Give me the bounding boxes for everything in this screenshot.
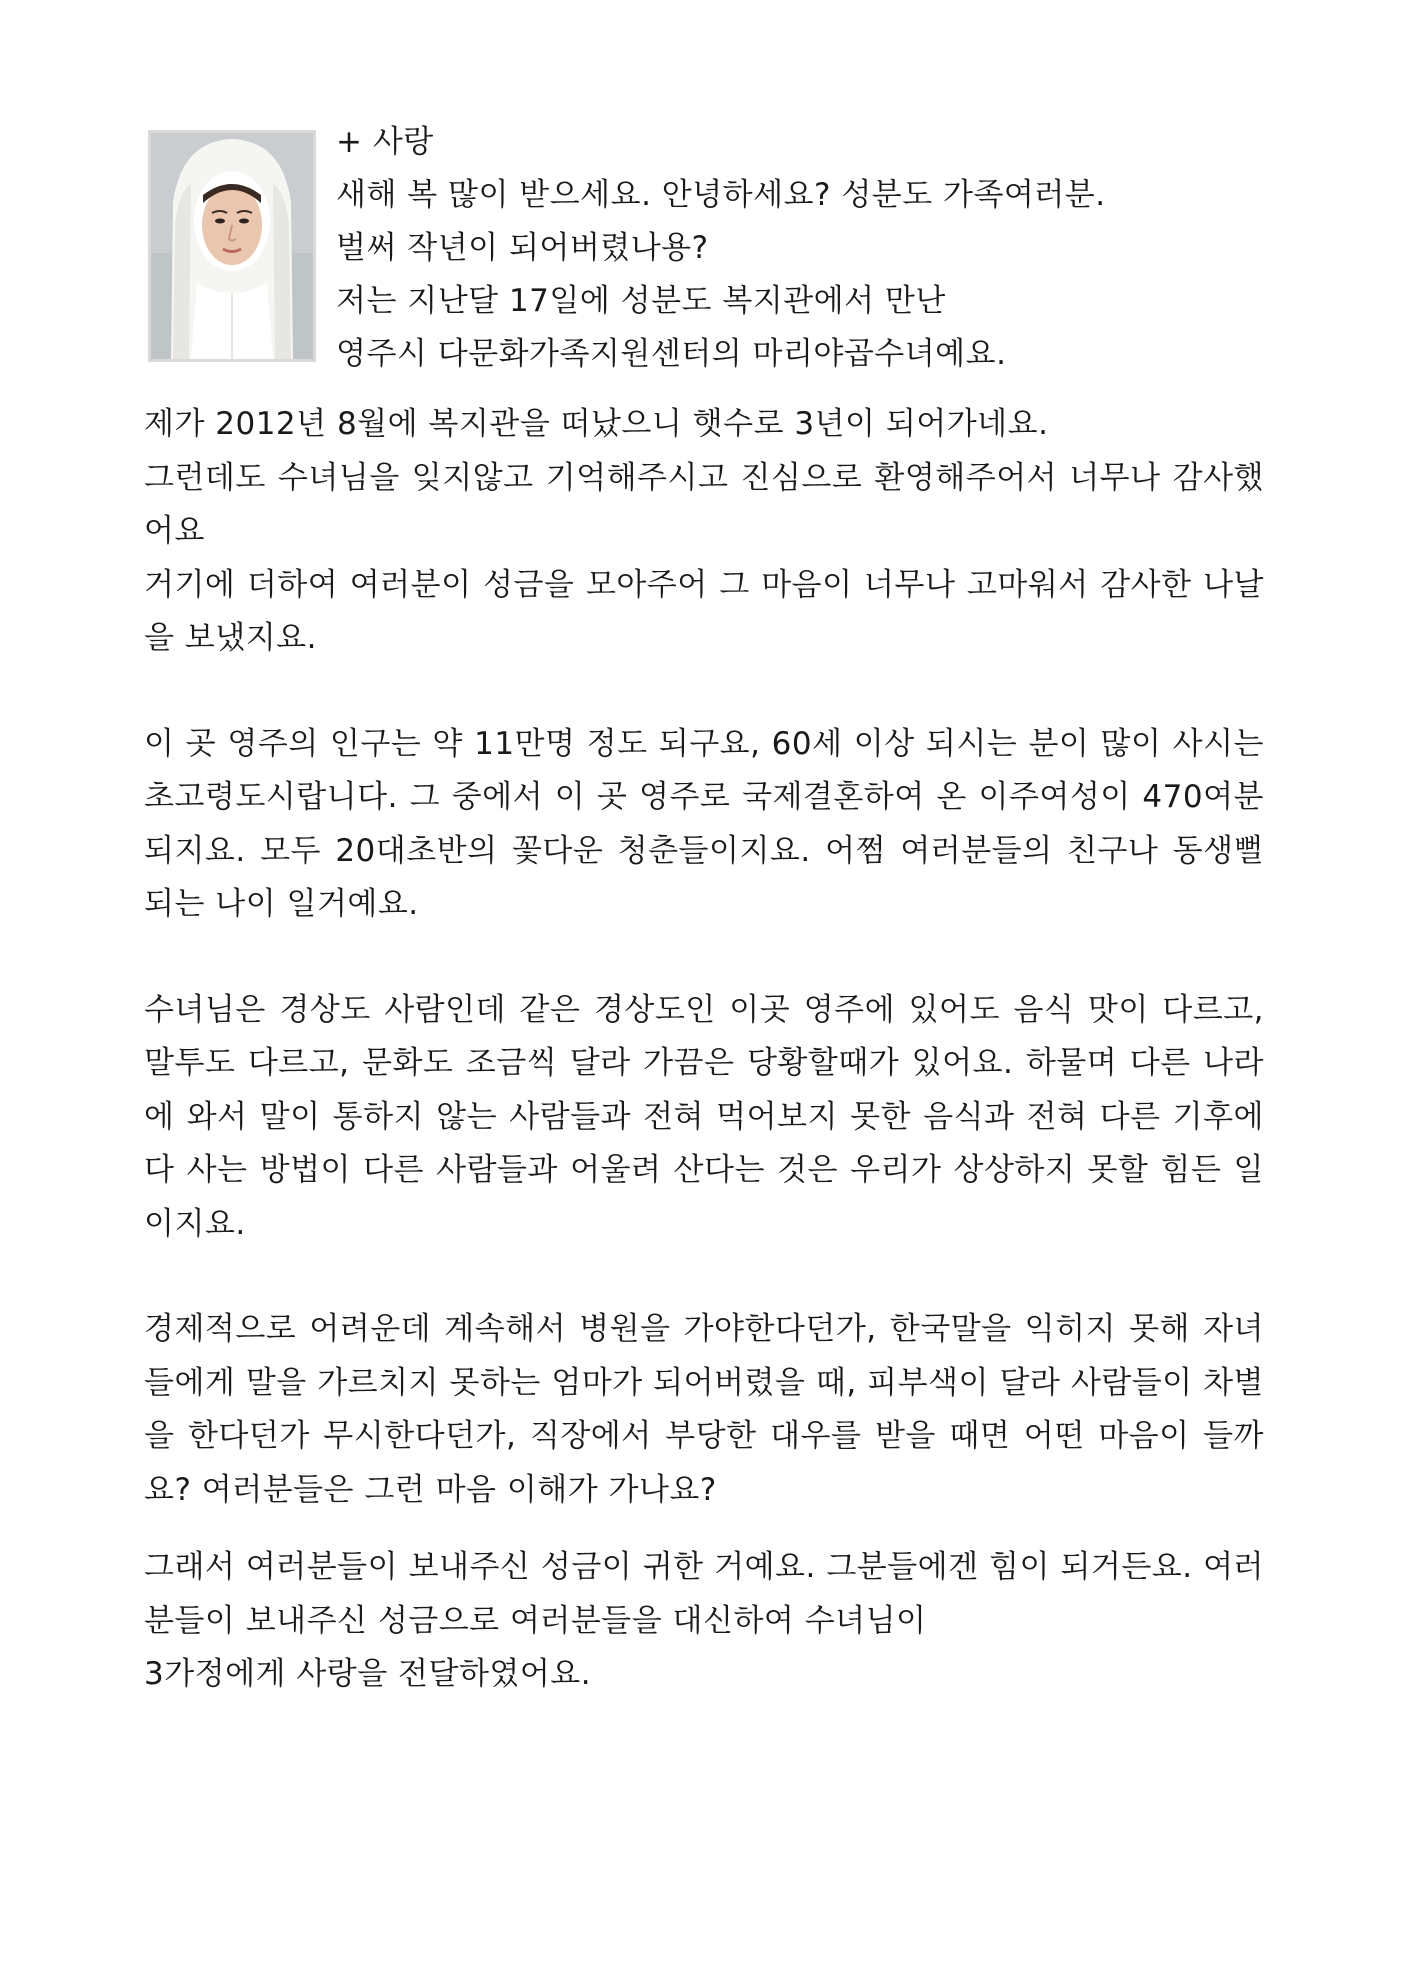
letter-body: [144, 398, 1264, 1702]
greeting-line-met: 저는 지난달 17일에 성분도 복지관에서 만난: [336, 283, 946, 319]
greeting-line-new-year: 새해 복 많이 받으세요. 안녕하세요? 성분도 가족여러분.: [336, 177, 1106, 213]
greeting-block: [336, 116, 1296, 381]
paragraph-thanks-remembering: 그런데도 수녀님을 잊지않고 기억해주시고 진심으로 환영해주어서 너무나 감사했어요: [144, 459, 1264, 549]
paragraph-difficulties: 경제적으로 어려운데 계속해서 병원을 가야한다던가, 한국말을 익히지 못해 자녀들에게 말을 가르치지 못하는 엄마가 되어버렸을 때, 피부색이 달라 사람들이 차별을 한다던가 무시한다던가, 직장에서 부당한 대우를 받을 때면 어떤 마음이 들까요? 여러분들은 그런 마음 이해가 가나요?: [144, 1311, 1264, 1508]
paragraph-thanks-donation: 거기에 더하여 여러분이 성금을 모아주어 그 마음이 너무나 고마워서 감사한 나날을 보냈지요.: [144, 566, 1264, 656]
greeting-line-love: + 사랑: [336, 124, 434, 160]
greeting-line-last-year: 벌써 작년이 되어버렸나용?: [336, 230, 709, 266]
paragraph-cultural-differences: 수녀님은 경상도 사람인데 같은 경상도인 이곳 영주에 있어도 음식 맛이 다르고, 말투도 다르고, 문화도 조금씩 달라 가끔은 당황할때가 있어요. 하물며 다른 나라에 와서 말이 통하지 않는 사람들과 전혀 먹어보지 못한 음식과 전혀 다른 기후에다 사는 방법이 다른 사람들과 어울려 산다는 것은 우리가 상상하지 못할 힘든 일이지요.: [144, 991, 1264, 1242]
nun-portrait-image: [151, 133, 313, 359]
nun-portrait-photo: [148, 130, 316, 362]
paragraph-delivered-love: 3가정에게 사랑을 전달하였어요.: [144, 1656, 592, 1692]
paragraph-precious-donation: 그래서 여러분들이 보내주신 성금이 귀한 거예요. 그분들에겐 힘이 되거든요. 여러분들이 보내주신 성금으로 여러분들을 대신하여 수녀님이: [144, 1549, 1264, 1639]
paragraph-yeongju-population: 이 곳 영주의 인구는 약 11만명 정도 되구요, 60세 이상 되시는 분이 많이 사시는 초고령도시랍니다. 그 중에서 이 곳 영주로 국제결혼하여 온 이주여성이 470여분 되지요. 모두 20대초반의 꽃다운 청춘들이지요. 어쩜 여러분들의 친구나 동생뻘 되는 나이 일거예요.: [144, 725, 1264, 922]
greeting-line-sender: 영주시 다문화가족지원센터의 마리야곱수녀예요.: [336, 336, 1007, 372]
paragraph-left-welfare-center: 제가 2012년 8월에 복지관을 떠났으니 햇수로 3년이 되어가네요.: [144, 406, 1049, 442]
